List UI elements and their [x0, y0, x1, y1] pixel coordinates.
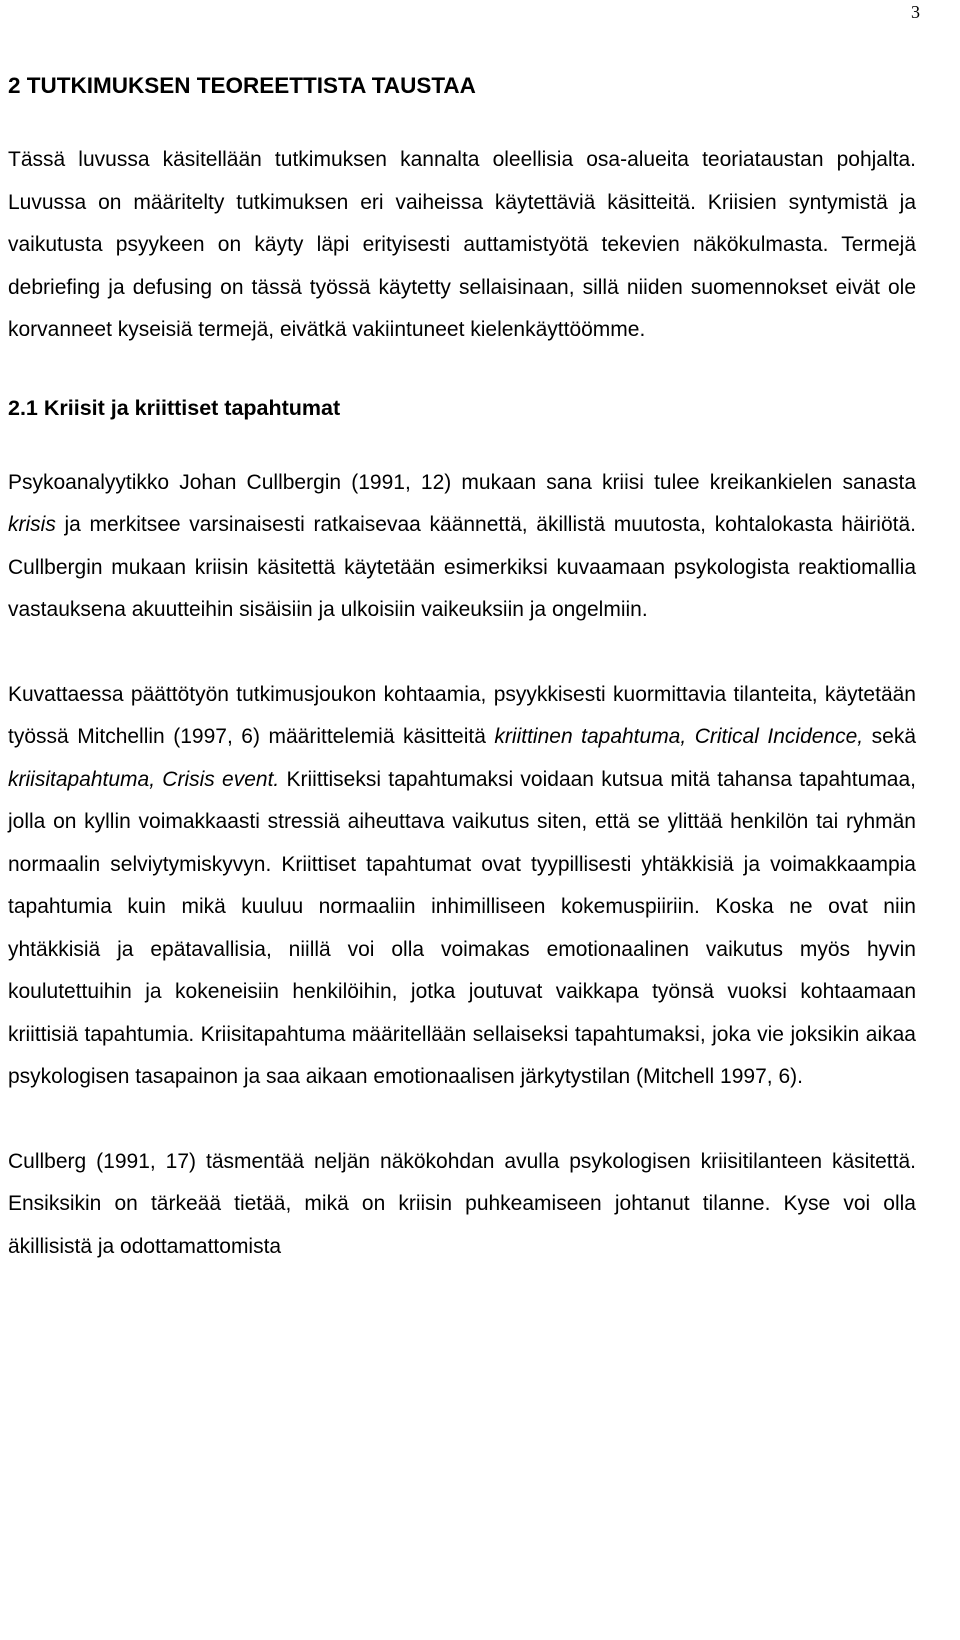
italic-term: kriittinen tapahtuma, Critical Incidence, — [494, 725, 864, 748]
text-run: Kriittiseksi tapahtumaksi voidaan kutsua mitä tahansa tapahtumaa, jolla on kyllin voimakkaasti stressiä aiheuttava vaikutus siten, että se ylittää henkilön tai ryhmän normaalin selviytymiskyvyn. Kriittiset tapahtumat ovat tyypillisesti yhtäkkisiä ja voimakkaampia tapahtumia kuin mikä kuuluu normaaliin inhimilliseen kokemuspiiriin. Koska ne ovat niin yhtäkkisiä ja epätavallisia, niillä voi olla voimakas emotionaalinen vaikutus myös hyvin koulutettuihin ja kokeneisiin henkilöihin, jotka joutuvat vaikkapa työnsä vuoksi kohtaamaan kriittisiä tapahtumia. Kriisitapahtuma määritellään sellaiseksi tapahtumaksi, joka vie joksikin aikaa psykologisen tasapainon ja saa aikaan emotionaalisen järkytystilan (Mitchell 1997, 6). — [8, 767, 916, 1088]
text-run: Psykoanalyytikko Johan Cullbergin (1991, 12) mukaan sana kriisi tulee kreikankielen sanasta — [8, 470, 916, 494]
paragraph-crisis-definition — [8, 462, 916, 632]
text-run: sekä — [863, 725, 916, 748]
chapter-heading: 2 TUTKIMUKSEN TEOREETTISTA TAUSTAA — [8, 73, 476, 98]
paragraph-cullberg-aspects: Cullberg (1991, 17) täsmentää neljän näkökohdan avulla psykologisen kriisitilanteen käsitettä. Ensiksikin on tärkeää tietää, mikä on kriisin puhkeamiseen johtanut tilanne. Kyse voi olla äkillisistä ja odottamattomista — [8, 1149, 916, 1258]
italic-term: krisis — [8, 513, 56, 536]
document-body — [8, 68, 916, 1268]
chapter-intro-paragraph: Tässä luvussa käsitellään tutkimuksen kannalta oleellisia osa-alueita teoriataustan pohjalta. Luvussa on määritelty tutkimuksen eri vaiheissa käytettäviä käsitteitä. Kriisien syntymistä ja vaikutusta psyykeen on käyty läpi erityisesti auttamistyötä tekevien näkökulmasta. Termejä debriefing ja defusing on tässä työssä käytetty sellaisinaan, sillä niiden suomennokset eivät ole korvanneet kyseisiä termejä, eivätkä vakiintuneet kielenkäyttöömme. — [8, 148, 916, 341]
page-number: 3 — [911, 2, 920, 22]
text-run: Kuvattaessa päättötyön tutkimusjoukon kohtaamia, psyykkisesti kuormittavia tilanteita, käytetään työssä Mitchellin (1997, 6) määrittelemiä käsitteitä — [8, 682, 916, 748]
section-heading: 2.1 Kriisit ja kriittiset tapahtumat — [8, 395, 341, 420]
text-run: ja merkitsee varsinaisesti ratkaisevaa käännettä, äkillistä muutosta, kohtalokasta häiriötä. Cullbergin mukaan kriisin käsitettä käytetään esimerkiksi kuvaamaan psykologista reaktiomallia vastauksena akuutteihin sisäisiin ja ulkoisiin vaikeuksiin ja ongelmiin. — [8, 513, 916, 621]
paragraph-critical-incidents — [8, 674, 916, 1099]
italic-term: kriisitapahtuma, Crisis event. — [8, 767, 280, 791]
